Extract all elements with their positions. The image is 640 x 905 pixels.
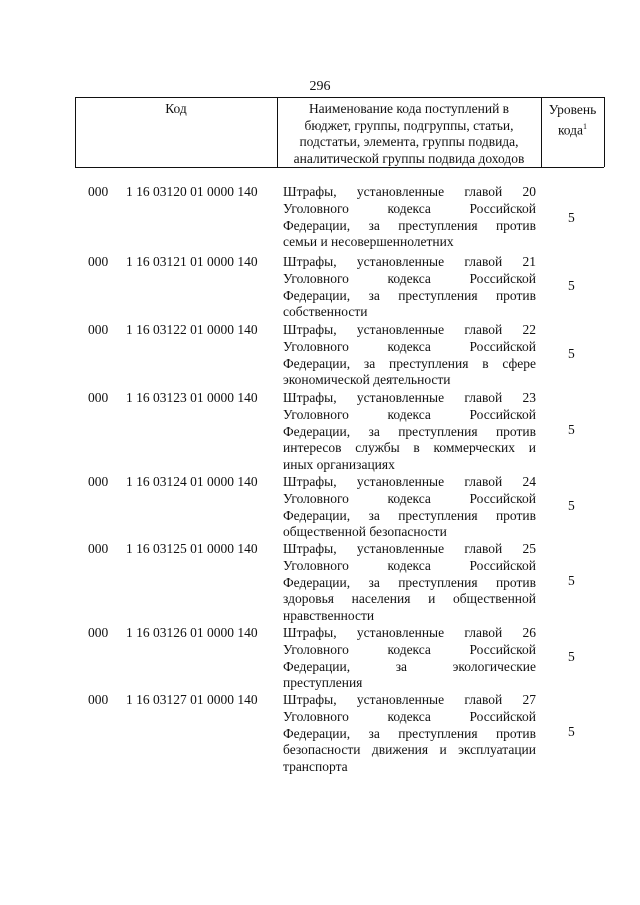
table-header-bottom-border (75, 167, 604, 168)
revenue-name-line: Федерации, за экологические (283, 658, 536, 674)
revenue-code: 1 16 03121 01 0000 140 (126, 254, 258, 269)
revenue-name (283, 184, 536, 251)
revenue-name-line: собственности (283, 304, 368, 320)
admin-code: 000 (88, 254, 109, 269)
revenue-name (283, 625, 536, 692)
revenue-name-line: Уголовного кодекса Российской (283, 490, 536, 506)
revenue-name-line: Штрафы, установленные главой 27 (283, 692, 536, 707)
revenue-name-line: Штрафы, установленные главой 24 (283, 474, 536, 489)
code-level: 5 (568, 498, 575, 513)
header-level-word: кода (557, 122, 584, 138)
revenue-name-line: нравственности (283, 608, 375, 624)
code-level: 5 (568, 210, 575, 225)
revenue-name-line: общественной безопасности (283, 524, 447, 540)
revenue-code: 1 16 03120 01 0000 140 (126, 184, 258, 199)
header-level-footnote: 1 (583, 122, 588, 131)
header-name-line: подстатьи, элемента, группы подвида, (299, 134, 519, 149)
admin-code: 000 (88, 474, 109, 489)
revenue-name-line: транспорта (283, 759, 348, 775)
revenue-name (283, 692, 536, 776)
page-number: 296 (309, 79, 331, 94)
revenue-name-line: Федерации, за преступления против (283, 287, 536, 303)
header-name-line: бюджет, группы, подгруппы, статьи, (304, 117, 514, 133)
revenue-name-line: Штрафы, установленные главой 21 (283, 254, 536, 269)
revenue-name (283, 541, 536, 625)
revenue-name-line: семьи и несовершеннолетних (283, 234, 454, 250)
revenue-name-line: Федерации, за преступления в сфере (283, 355, 536, 371)
revenue-name-line: Штрафы, установленные главой 25 (283, 541, 536, 556)
revenue-name-line: Уголовного кодекса Российской (283, 708, 536, 724)
revenue-name-line: Уголовного кодекса Российской (283, 557, 536, 573)
revenue-name (283, 474, 536, 541)
revenue-name-line: иных организациях (283, 457, 395, 473)
code-level: 5 (568, 573, 575, 588)
revenue-name-line: Штрафы, установленные главой 20 (283, 184, 536, 199)
revenue-name-line: преступления (283, 675, 363, 691)
revenue-code: 1 16 03126 01 0000 140 (126, 625, 258, 640)
header-level-line (541, 118, 604, 139)
header-code: Код (165, 101, 187, 116)
revenue-name (283, 254, 536, 321)
revenue-name-line: интересов службы в коммерческих и (283, 440, 536, 456)
revenue-name-line: здоровья населения и общественной (283, 591, 536, 607)
header-name-line: Наименование кода поступлений в (308, 101, 510, 116)
revenue-name-line: Федерации, за преступления против (283, 217, 536, 233)
revenue-name-line: Штрафы, установленные главой 23 (283, 390, 536, 405)
revenue-name (283, 390, 536, 474)
revenue-code: 1 16 03123 01 0000 140 (126, 390, 258, 405)
revenue-name-line: Уголовного кодекса Российской (283, 641, 536, 657)
revenue-name-line: Уголовного кодекса Российской (283, 406, 536, 422)
revenue-code: 1 16 03124 01 0000 140 (126, 474, 258, 489)
revenue-name-line: Штрафы, установленные главой 26 (283, 625, 536, 640)
table-header-right-border (604, 97, 605, 167)
admin-code: 000 (88, 692, 109, 707)
revenue-code: 1 16 03122 01 0000 140 (126, 322, 258, 337)
revenue-name (283, 322, 536, 389)
revenue-name-line: Федерации, за преступления против (283, 725, 536, 741)
code-level: 5 (568, 724, 575, 739)
header-level-line: Уровень (548, 102, 597, 117)
code-level: 5 (568, 422, 575, 437)
code-level: 5 (568, 346, 575, 361)
revenue-name-line: Уголовного кодекса Российской (283, 200, 536, 216)
revenue-name-line: Штрафы, установленные главой 22 (283, 322, 536, 337)
code-level: 5 (568, 278, 575, 293)
header-level (541, 101, 604, 139)
revenue-name-line: Федерации, за преступления против (283, 507, 536, 523)
header-name (277, 101, 541, 167)
admin-code: 000 (88, 322, 109, 337)
revenue-code: 1 16 03127 01 0000 140 (126, 692, 258, 707)
admin-code: 000 (88, 541, 109, 556)
revenue-name-line: Уголовного кодекса Российской (283, 338, 536, 354)
revenue-name-line: Федерации, за преступления против (283, 423, 536, 439)
admin-code: 000 (88, 184, 109, 199)
revenue-name-line: Федерации, за преступления против (283, 574, 536, 590)
admin-code: 000 (88, 625, 109, 640)
revenue-name-line: безопасности движения и эксплуатации (283, 742, 536, 758)
table-header-top-border (75, 97, 604, 98)
admin-code: 000 (88, 390, 109, 405)
revenue-name-line: экономической деятельности (283, 372, 451, 388)
header-name-line: аналитической группы подвида доходов (293, 150, 525, 166)
revenue-code: 1 16 03125 01 0000 140 (126, 541, 258, 556)
code-level: 5 (568, 649, 575, 664)
revenue-name-line: Уголовного кодекса Российской (283, 270, 536, 286)
